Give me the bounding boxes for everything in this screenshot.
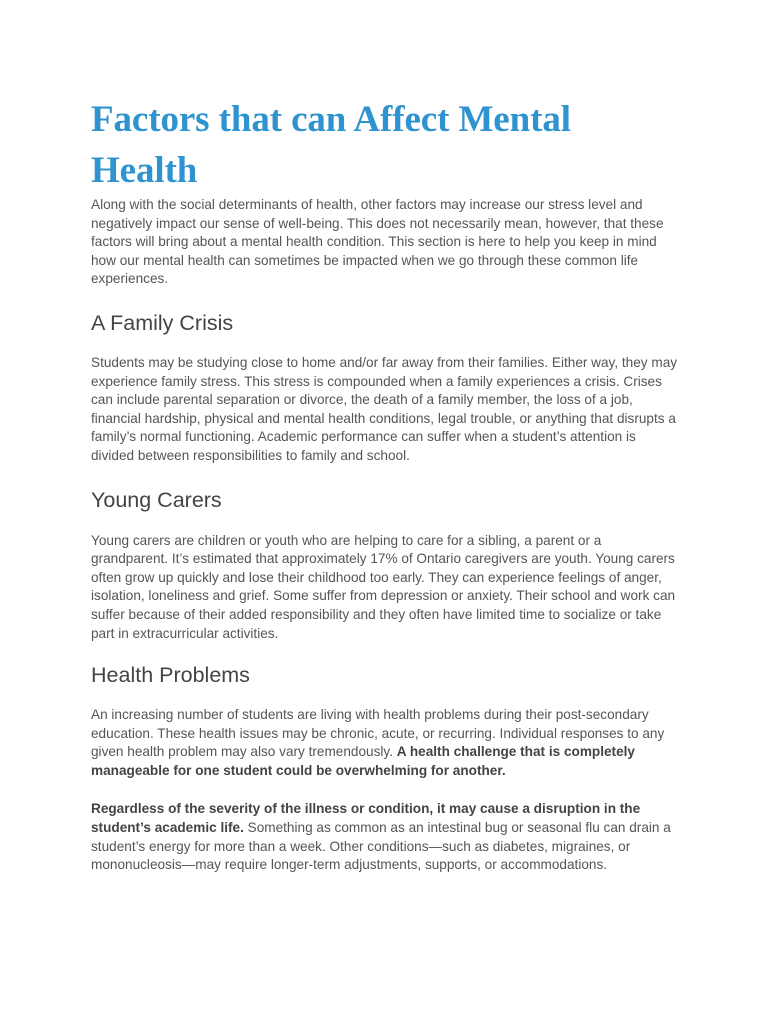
document-page: [91, 94, 681, 875]
health-problems-bold-1: A health challenge that is completely manageable for one student could be overwhelming for another.: [91, 744, 635, 778]
intro-paragraph: Along with the social determinants of health, other factors may increase our stress level and negatively impact our sense of well-being. This does not necessarily mean, however, that these factors will bring about a mental health condition. This section is here to help you keep in mind how our mental health can sometimes be impacted when we go through these common life experiences.: [91, 197, 664, 287]
health-problems-bold-2: Regardless of the severity of the illness or condition, it may cause a disruption in the student’s academic life.: [91, 801, 641, 836]
document-title: Factors that can Affect Mental Health: [91, 99, 571, 191]
health-problems-text-1: An increasing number of students are living with health problems during their post-secondary education. These health issues may be chronic, acute, or recurring. Individual responses to any given health problem may also vary tremendously.: [91, 707, 665, 760]
health-problems-paragraph-2: [91, 800, 681, 874]
health-problems-paragraph-1: [91, 706, 681, 780]
young-carers-paragraph: Young carers are children or youth who are helping to care for a sibling, a parent or a grandparent. It’s estimated that approximately 17% of Ontario caregivers are youth. Young carers often grow up quickly and lose their childhood too early. They can experience feelings of anger, isolation, loneliness and grief. Some suffer from depression or anxiety. Their school and work can suffer because of their added responsibility and they often have limited time to socialize or take part in extracurricular activities.: [91, 532, 676, 641]
section-heading-young-carers: Young Carers: [91, 487, 222, 512]
section-heading-family-crisis: A Family Crisis: [91, 310, 234, 335]
family-crisis-paragraph: Students may be studying close to home and/or far away from their families. Either way, they may experience family stress. This stress is compounded when a family experiences a crisis. Crises can include parental separation or divorce, the death of a family member, the loss of a job, financial hardship, physical and mental health conditions, legal trouble, or anything that disrupts a family’s normal functioning. Academic performance can suffer when a student’s attention is divided between responsibilities to family and school.: [91, 354, 678, 463]
section-heading-health-problems: Health Problems: [91, 663, 250, 688]
health-problems-text-2: Something as common as an intestinal bug or seasonal flu can drain a student’s energy for more than a week. Other conditions—such as diabetes, migraines, or mononucleosis—may require longer-term adjustments, supports, or accommodations.: [91, 820, 671, 873]
